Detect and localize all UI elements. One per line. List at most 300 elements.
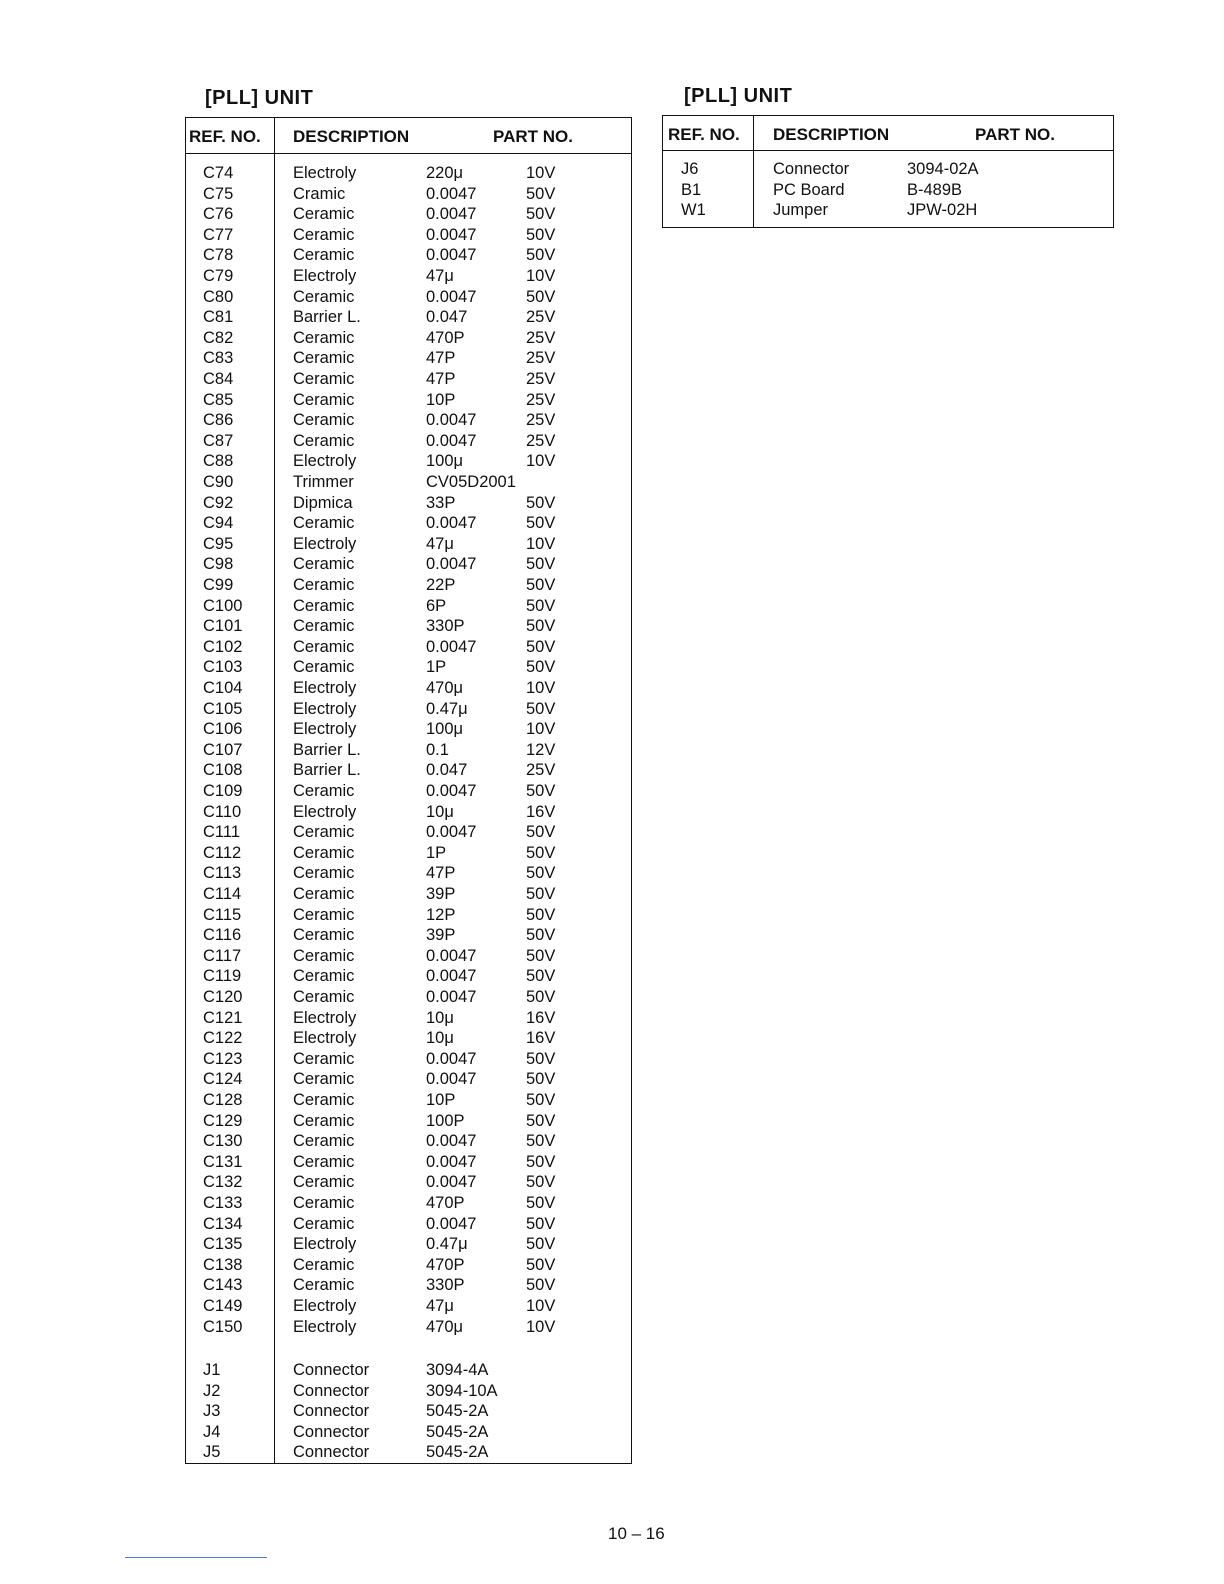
cell-volt: 12V <box>526 740 556 759</box>
table-row <box>186 657 631 678</box>
cell-desc: Ceramic <box>293 287 355 306</box>
cell-volt: 50V <box>526 637 556 656</box>
cell-volt: 50V <box>526 617 556 636</box>
table-row <box>186 596 631 617</box>
left-header-part: PART NO. <box>493 127 573 146</box>
cell-value: 0.1 <box>426 740 449 759</box>
page-number: 10 – 16 <box>608 1524 665 1543</box>
table-row <box>186 1214 631 1235</box>
cell-volt: 50V <box>526 699 556 718</box>
cell-value: 0.0047 <box>426 1214 477 1233</box>
table-row <box>186 1255 631 1276</box>
cell-value: 0.0047 <box>426 1132 477 1151</box>
cell-ref: C132 <box>203 1173 243 1192</box>
cell-volt: 10V <box>526 1317 556 1336</box>
cell-volt: 10V <box>526 267 556 285</box>
cell-desc: Connector <box>293 1402 370 1421</box>
cell-ref: C107 <box>203 740 243 759</box>
table-row <box>186 348 631 369</box>
cell-desc: Ceramic <box>293 1091 355 1109</box>
cell-volt: 50V <box>526 967 556 986</box>
cell-volt: 25V <box>526 308 556 327</box>
cell-value: 470μ <box>426 1317 464 1336</box>
left-header-desc: DESCRIPTION <box>293 127 410 146</box>
cell-desc: Electroly <box>293 679 357 697</box>
cell-volt: 50V <box>526 576 556 594</box>
cell-desc: Barrier L. <box>293 761 361 780</box>
table-row <box>186 1131 631 1152</box>
cell-desc: Ceramic <box>293 246 355 265</box>
cell-desc: Ceramic <box>293 843 355 862</box>
cell-volt: 10V <box>526 164 556 182</box>
cell-ref: C135 <box>203 1235 243 1254</box>
table-row <box>186 1317 631 1338</box>
cell-ref: C99 <box>203 576 234 594</box>
cell-value: 39P <box>426 926 456 945</box>
cell-ref: C117 <box>203 946 242 965</box>
table-row <box>186 616 631 637</box>
cell-desc: Ceramic <box>293 782 355 800</box>
cell-ref: C105 <box>203 699 243 718</box>
table-row <box>186 1381 631 1402</box>
cell-value: 470P <box>426 1255 465 1274</box>
cell-ref: C121 <box>203 1008 243 1027</box>
cell-value: 220μ <box>426 164 464 182</box>
cell-volt: 25V <box>526 761 556 780</box>
table-row <box>186 307 631 328</box>
cell-ref: C81 <box>203 308 234 327</box>
cell-desc: Ceramic <box>293 988 355 1006</box>
cell-volt: 50V <box>526 1091 556 1109</box>
table-row <box>186 1111 631 1132</box>
cell-ref: C103 <box>203 658 243 677</box>
cell-volt: 50V <box>526 1276 556 1295</box>
cell-ref: C80 <box>203 287 234 306</box>
right-table-header <box>663 116 1113 151</box>
cell-desc: Ceramic <box>293 431 355 450</box>
right-unit-title: [PLL] UNIT <box>684 85 793 107</box>
cell-desc: Ceramic <box>293 596 355 615</box>
table-row <box>186 822 631 843</box>
cell-desc: Ceramic <box>293 617 355 636</box>
cell-value: 33P <box>426 493 456 512</box>
table-row <box>186 225 631 246</box>
cell-ref: C74 <box>203 164 234 182</box>
cell-value: 470P <box>426 1194 465 1212</box>
table-row <box>186 575 631 596</box>
cell-value: 470P <box>426 328 465 347</box>
cell-volt: 50V <box>526 658 556 677</box>
cell-value: 10μ <box>426 1029 454 1048</box>
table-row <box>186 451 631 472</box>
cell-value: 3094-02A <box>907 160 979 178</box>
table-row <box>186 1360 631 1381</box>
cell-volt: 50V <box>526 225 556 244</box>
cell-desc: Ceramic <box>293 967 355 986</box>
cell-volt: 50V <box>526 514 556 533</box>
table-row <box>186 472 631 493</box>
cell-volt: 50V <box>526 905 556 924</box>
cell-value: 47P <box>426 370 456 388</box>
cell-value: 0.0047 <box>426 967 477 986</box>
cell-desc: Electroly <box>293 1317 357 1336</box>
cell-volt: 50V <box>526 1049 556 1068</box>
cell-ref: J2 <box>203 1381 221 1400</box>
table-row <box>186 781 631 802</box>
cell-ref: C114 <box>203 885 242 903</box>
cell-desc: Jumper <box>773 201 829 220</box>
table-row <box>186 905 631 926</box>
cell-desc: Electroly <box>293 1008 357 1027</box>
table-row <box>186 1422 631 1443</box>
cell-desc: Ceramic <box>293 864 355 883</box>
table-row <box>186 184 631 205</box>
table-row <box>186 925 631 946</box>
table-row <box>186 802 631 823</box>
cell-value: 0.0047 <box>426 637 477 656</box>
table-row <box>186 266 631 287</box>
cell-volt: 50V <box>526 184 556 203</box>
cell-value: 470μ <box>426 679 464 697</box>
cell-value: 0.0047 <box>426 1173 477 1192</box>
cell-desc: Ceramic <box>293 1255 355 1274</box>
cell-value: 0.0047 <box>426 1049 477 1068</box>
cell-desc: Ceramic <box>293 514 355 533</box>
cell-ref: C86 <box>203 411 234 430</box>
cell-ref: C87 <box>203 431 234 450</box>
cell-desc: Connector <box>293 1381 370 1400</box>
right-header-ref: REF. NO. <box>668 125 740 144</box>
cell-desc: Ceramic <box>293 1070 355 1089</box>
cell-ref: C94 <box>203 514 234 533</box>
cell-volt: 25V <box>526 411 556 430</box>
cell-value: 0.0047 <box>426 514 477 533</box>
left-parts-table <box>185 117 632 1464</box>
cell-value: 0.0047 <box>426 184 477 203</box>
cell-ref: C112 <box>203 843 242 862</box>
cell-value: 0.0047 <box>426 205 477 224</box>
cell-volt: 50V <box>526 1255 556 1274</box>
table-row <box>186 1049 631 1070</box>
cell-desc: Electroly <box>293 452 357 471</box>
cell-desc: Electroly <box>293 1235 357 1254</box>
cell-desc: Ceramic <box>293 1049 355 1068</box>
cell-value: 3094-10A <box>426 1381 498 1400</box>
table-row <box>186 1234 631 1255</box>
cell-desc: Ceramic <box>293 328 355 347</box>
cell-volt: 25V <box>526 390 556 409</box>
table-row <box>186 328 631 349</box>
cell-value: CV05D2001 <box>426 473 516 491</box>
cell-volt: 50V <box>526 782 556 800</box>
cell-desc: Ceramic <box>293 1276 355 1295</box>
cell-ref: C101 <box>203 617 243 636</box>
cell-value: 10P <box>426 390 456 409</box>
cell-volt: 50V <box>526 555 556 574</box>
cell-ref: C83 <box>203 349 234 368</box>
cell-desc: Ceramic <box>293 411 355 430</box>
cell-desc: Barrier L. <box>293 740 361 759</box>
table-row <box>186 1442 631 1463</box>
cell-ref: C133 <box>203 1194 243 1212</box>
cell-ref: W1 <box>681 201 706 220</box>
cell-ref: C110 <box>203 802 242 821</box>
cell-volt: 50V <box>526 926 556 945</box>
cell-value: 47P <box>426 864 456 883</box>
cell-volt: 50V <box>526 988 556 1006</box>
cell-value: 1P <box>426 843 447 862</box>
cell-value: 330P <box>426 617 465 636</box>
cell-value: 0.0047 <box>426 946 477 965</box>
table-row <box>186 287 631 308</box>
cell-volt: 50V <box>526 1152 556 1171</box>
cell-desc: Ceramic <box>293 946 355 965</box>
table-row <box>663 200 1113 221</box>
table-row <box>186 1172 631 1193</box>
cell-desc: Ceramic <box>293 823 355 842</box>
cell-ref: C120 <box>203 988 243 1006</box>
table-row <box>186 966 631 987</box>
cell-ref: C88 <box>203 452 234 471</box>
cell-ref: C123 <box>203 1049 243 1068</box>
cell-desc: Electroly <box>293 1029 357 1048</box>
cell-volt: 10V <box>526 720 556 739</box>
cell-desc: Connector <box>293 1422 370 1441</box>
cell-ref: C122 <box>203 1029 243 1048</box>
cell-ref: C75 <box>203 184 234 203</box>
cell-volt: 50V <box>526 1194 556 1212</box>
cell-volt: 50V <box>526 864 556 883</box>
table-row <box>186 1069 631 1090</box>
cell-desc: Ceramic <box>293 555 355 574</box>
cell-ref: C131 <box>203 1152 243 1171</box>
cell-volt: 50V <box>526 823 556 842</box>
bottom-rule <box>125 1557 267 1558</box>
cell-desc: Ceramic <box>293 885 355 903</box>
cell-value: 0.0047 <box>426 431 477 450</box>
table-row <box>186 554 631 575</box>
cell-value: 0.47μ <box>426 1235 468 1254</box>
cell-desc: Electroly <box>293 802 357 821</box>
cell-ref: C113 <box>203 864 242 883</box>
cell-value: 47μ <box>426 534 454 553</box>
cell-desc: Electroly <box>293 164 357 182</box>
cell-desc: Ceramic <box>293 576 355 594</box>
cell-value: 5045-2A <box>426 1422 489 1441</box>
cell-ref: C84 <box>203 370 234 388</box>
cell-volt: 50V <box>526 205 556 224</box>
cell-ref: J6 <box>681 160 699 178</box>
table-row <box>186 163 631 184</box>
right-parts-table <box>662 115 1114 228</box>
cell-ref: C134 <box>203 1214 243 1233</box>
cell-volt: 25V <box>526 370 556 388</box>
table-row <box>186 534 631 555</box>
cell-value: JPW-02H <box>907 201 978 220</box>
right-header-part: PART NO. <box>975 125 1055 144</box>
cell-value: 100μ <box>426 720 464 739</box>
cell-ref: C108 <box>203 761 243 780</box>
cell-value: 12P <box>426 905 456 924</box>
cell-desc: Ceramic <box>293 658 355 677</box>
cell-ref: C150 <box>203 1317 243 1336</box>
table-row <box>186 1193 631 1214</box>
cell-volt: 25V <box>526 328 556 347</box>
table-row <box>186 1008 631 1029</box>
cell-volt: 50V <box>526 1070 556 1089</box>
cell-desc: Trimmer <box>293 473 354 491</box>
cell-desc: Ceramic <box>293 205 355 224</box>
cell-value: 6P <box>426 596 447 615</box>
table-row <box>663 180 1113 201</box>
cell-desc: Ceramic <box>293 1152 355 1171</box>
table-row <box>186 369 631 390</box>
cell-volt: 10V <box>526 1297 556 1315</box>
cell-value: 10μ <box>426 1008 454 1027</box>
cell-value: 0.0047 <box>426 225 477 244</box>
cell-ref: C129 <box>203 1111 243 1130</box>
cell-value: 22P <box>426 576 456 594</box>
table-row <box>186 245 631 266</box>
cell-ref: J1 <box>203 1361 221 1379</box>
cell-desc: Ceramic <box>293 1194 355 1212</box>
left-header-ref: REF. NO. <box>189 127 261 146</box>
cell-desc: Ceramic <box>293 905 355 924</box>
cell-desc: Ceramic <box>293 390 355 409</box>
cell-ref: C100 <box>203 596 243 615</box>
cell-ref: C128 <box>203 1091 243 1109</box>
cell-volt: 50V <box>526 493 556 512</box>
cell-ref: C106 <box>203 720 243 739</box>
cell-desc: Connector <box>293 1361 370 1379</box>
cell-volt: 50V <box>526 596 556 615</box>
cell-volt: 50V <box>526 1173 556 1192</box>
table-row <box>186 1296 631 1317</box>
table-row <box>186 1275 631 1296</box>
cell-value: 5045-2A <box>426 1402 489 1421</box>
cell-desc: Ceramic <box>293 1173 355 1192</box>
cell-ref: C111 <box>203 823 240 842</box>
cell-volt: 50V <box>526 1214 556 1233</box>
cell-ref: C90 <box>203 473 234 491</box>
cell-value: 10P <box>426 1091 456 1109</box>
cell-volt: 50V <box>526 246 556 265</box>
cell-ref: J3 <box>203 1402 221 1421</box>
cell-volt: 10V <box>526 534 556 553</box>
cell-ref: C109 <box>203 782 243 800</box>
table-row <box>186 1090 631 1111</box>
table-row <box>186 493 631 514</box>
cell-ref: J4 <box>203 1422 221 1441</box>
cell-volt: 50V <box>526 1235 556 1254</box>
cell-ref: C76 <box>203 205 234 224</box>
cell-desc: PC Board <box>773 180 845 199</box>
cell-value: 0.047 <box>426 308 468 327</box>
table-row <box>186 410 631 431</box>
table-row <box>186 946 631 967</box>
cell-ref: C115 <box>203 905 242 924</box>
cell-volt: 50V <box>526 1132 556 1151</box>
cell-value: 100μ <box>426 452 464 471</box>
table-row <box>186 699 631 720</box>
table-row <box>186 1152 631 1173</box>
cell-ref: C124 <box>203 1070 243 1089</box>
cell-desc: Electroly <box>293 267 357 285</box>
cell-desc: Ceramic <box>293 225 355 244</box>
cell-value: 0.0047 <box>426 782 477 800</box>
cell-volt: 25V <box>526 431 556 450</box>
cell-volt: 50V <box>526 946 556 965</box>
cell-desc: Electroly <box>293 534 357 553</box>
cell-value: 0.047 <box>426 761 468 780</box>
cell-ref: C119 <box>203 967 242 986</box>
cell-volt: 16V <box>526 1008 556 1027</box>
cell-value: 47P <box>426 349 456 368</box>
cell-volt: 16V <box>526 1029 556 1048</box>
cell-value: 0.47μ <box>426 699 468 718</box>
cell-value: 100P <box>426 1111 465 1130</box>
right-header-desc: DESCRIPTION <box>773 125 890 144</box>
cell-desc: Cramic <box>293 184 346 203</box>
table-row <box>186 843 631 864</box>
cell-value: 10μ <box>426 802 454 821</box>
table-row <box>663 159 1113 180</box>
cell-ref: J5 <box>203 1443 221 1462</box>
cell-desc: Ceramic <box>293 926 355 945</box>
table-row <box>186 987 631 1008</box>
cell-desc: Ceramic <box>293 1111 355 1130</box>
cell-ref: C82 <box>203 328 234 347</box>
cell-desc: Electroly <box>293 720 357 739</box>
table-row <box>186 204 631 225</box>
cell-value: 0.0047 <box>426 1152 477 1171</box>
cell-desc: Connector <box>293 1443 370 1462</box>
cell-value: 0.0047 <box>426 246 477 265</box>
cell-volt: 16V <box>526 802 556 821</box>
table-row <box>186 431 631 452</box>
table-row <box>186 678 631 699</box>
cell-ref: C104 <box>203 679 243 697</box>
cell-ref: B1 <box>681 180 702 199</box>
cell-value: 0.0047 <box>426 988 477 1006</box>
table-row <box>186 719 631 740</box>
cell-value: 5045-2A <box>426 1443 489 1462</box>
cell-volt: 50V <box>526 1111 556 1130</box>
cell-ref: C130 <box>203 1132 243 1151</box>
cell-value: 0.0047 <box>426 1070 477 1089</box>
table-row <box>186 1401 631 1422</box>
cell-value: 330P <box>426 1276 465 1295</box>
cell-desc: Connector <box>773 160 850 178</box>
cell-value: 0.0047 <box>426 287 477 306</box>
cell-value: 0.0047 <box>426 823 477 842</box>
cell-desc: Ceramic <box>293 637 355 656</box>
cell-volt: 50V <box>526 843 556 862</box>
cell-value: 0.0047 <box>426 555 477 574</box>
cell-ref: C85 <box>203 390 234 409</box>
cell-value: B-489B <box>907 180 963 199</box>
table-row <box>186 760 631 781</box>
cell-desc: Electroly <box>293 699 357 718</box>
cell-ref: C78 <box>203 246 234 265</box>
table-row <box>186 1028 631 1049</box>
cell-desc: Ceramic <box>293 349 355 368</box>
cell-ref: C149 <box>203 1297 243 1315</box>
cell-volt: 50V <box>526 885 556 903</box>
cell-desc: Dipmica <box>293 493 353 512</box>
cell-value: 47μ <box>426 267 454 285</box>
cell-ref: C95 <box>203 534 234 553</box>
